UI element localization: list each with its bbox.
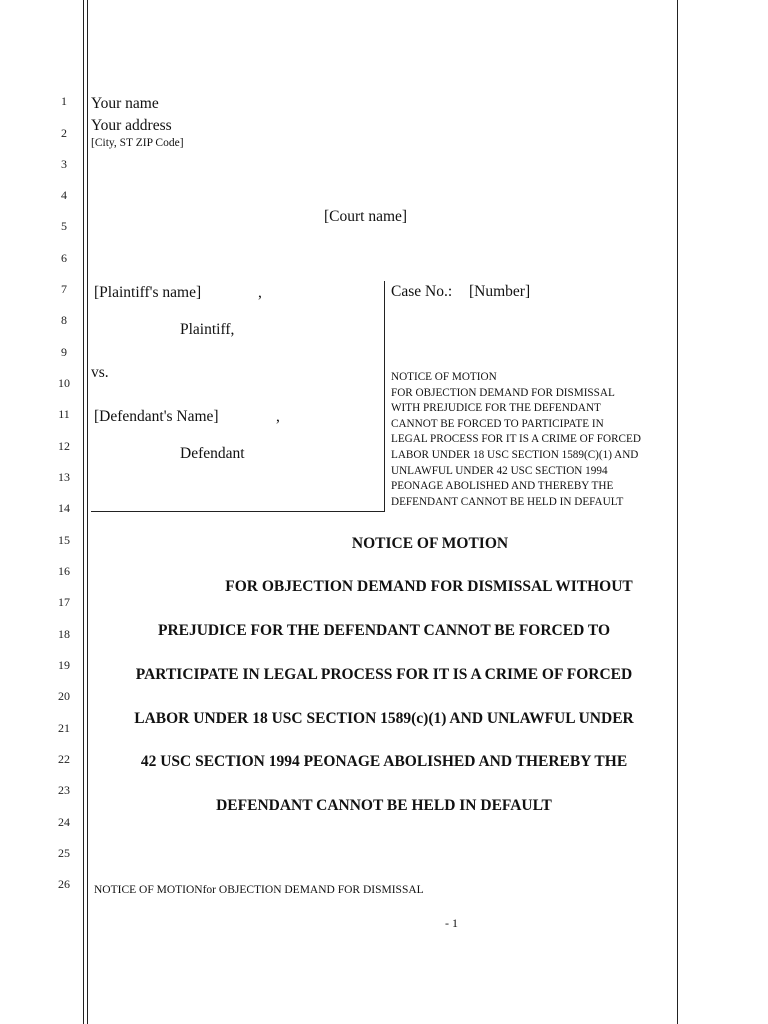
court-name: [Court name] [324,208,408,225]
caption-title-line: PEONAGE ABOLISHED AND THEREBY THE [391,480,614,493]
defendant-name: [Defendant's Name] [94,408,219,425]
caption-title-line: LABOR UNDER 18 USC SECTION 1589(C)(1) AND [391,448,639,461]
line-number: 15 [58,533,70,547]
line-number: 20 [58,689,70,703]
line-number: 6 [61,251,67,265]
case-number-value: [Number] [469,283,531,300]
document-title-line: PREJUDICE FOR THE DEFENDANT CANNOT BE FORCED TO [157,622,610,639]
line-number: 18 [58,627,70,641]
line-number: 26 [58,877,70,891]
line-number: 4 [61,188,67,202]
party-city-state-zip: [City, ST ZIP Code] [91,137,184,149]
document-title-line: NOTICE OF MOTION [351,535,509,552]
caption-title-line: LEGAL PROCESS FOR IT IS A CRIME OF FORCED [391,433,641,446]
caption-title-line: NOTICE OF MOTION [391,371,497,383]
line-number: 1 [61,94,67,108]
case-number-label: Case No.: [391,283,453,300]
document-title-line: LABOR UNDER 18 USC SECTION 1589(c)(1) AND UNLAWFUL UNDER [134,710,634,727]
caption-title-line: WITH PREJUDICE FOR THE DEFENDANT [391,402,601,415]
versus-label: vs. [91,364,109,381]
line-number: 24 [58,815,70,829]
line-number: 16 [58,564,70,578]
plaintiff-label: Plaintiff, [180,321,235,338]
line-number: 21 [58,721,70,735]
party-address: Your address [91,117,172,134]
page-number: - 1 [445,916,458,930]
caption-document-title [391,370,681,510]
party-name: Your name [91,95,159,112]
line-number: 22 [58,752,70,766]
left-margin-rule-outer [83,0,84,1024]
document-title-line: PARTICIPATE IN LEGAL PROCESS FOR IT IS A CRIME OF FORCED [135,666,633,683]
plaintiff-name: [Plaintiff's name] [94,284,202,301]
line-number: 14 [58,501,70,515]
line-number: 7 [61,282,67,296]
line-number: 3 [61,157,67,171]
document-title-line: DEFENDANT CANNOT BE HELD IN DEFAULT [216,797,552,814]
line-number: 5 [61,219,67,233]
caption-title-line: CANNOT BE FORCED TO PARTICIPATE IN [391,417,604,430]
line-number: 17 [58,595,70,609]
plaintiff-comma: , [258,284,262,301]
document-title-line: 42 USC SECTION 1994 PEONAGE ABOLISHED AND THEREBY THE [140,753,628,770]
left-margin-rule-inner [87,0,88,1024]
line-number: 2 [61,126,67,140]
line-number: 8 [61,313,67,327]
right-margin-rule [677,0,678,1024]
line-number: 13 [58,470,70,484]
defendant-label: Defendant [180,445,245,462]
line-number: 9 [61,345,67,359]
defendant-comma: , [276,408,280,425]
line-number: 10 [58,376,70,390]
footer-title: NOTICE OF MOTIONfor OBJECTION DEMAND FOR DISMISSAL [94,884,424,896]
line-number: 12 [58,439,70,453]
caption-bottom-rule [91,511,385,512]
line-number: 25 [58,846,70,860]
line-number: 11 [58,407,70,421]
line-number: 23 [58,783,70,797]
caption-title-line: FOR OBJECTION DEMAND FOR DISMISSAL [391,386,615,399]
caption-title-line: UNLAWFUL UNDER 42 USC SECTION 1994 [391,464,608,477]
document-title-line: FOR OBJECTION DEMAND FOR DISMISSAL WITHOUT [225,578,633,595]
line-number: 19 [58,658,70,672]
caption-title-line: DEFENDANT CANNOT BE HELD IN DEFAULT [391,495,624,508]
caption-divider [384,281,385,512]
